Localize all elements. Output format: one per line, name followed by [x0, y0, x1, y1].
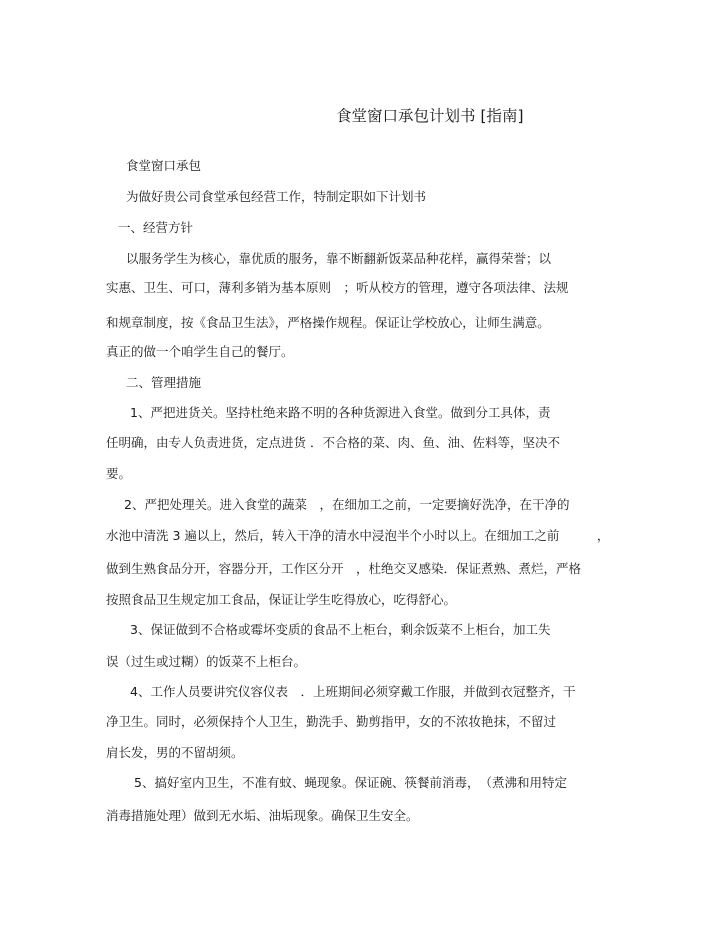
paragraph-line: 水池中清洗 3 遍以上，然后，转入干净的清水中浸泡半个小时以上。在细加工之前 ，: [106, 528, 610, 543]
paragraph-line: 误（过生或过糊）的饭菜不上柜台。: [106, 654, 307, 669]
paragraph-line: 做到生熟食品分开，容器分开，工作区分开 ，杜绝交叉感染．保证煮熟、煮烂，严格: [106, 561, 582, 576]
paragraph-line: 食堂窗口承包: [126, 158, 202, 173]
paragraph-line: 4、工作人员要讲究仪容仪表 ．上班期间必须穿戴工作服，并做到衣冠整齐，干: [130, 684, 576, 699]
paragraph-line: 以服务学生为核心，靠优质的服务，靠不断翻新饭菜品种花样，赢得荣誉；以: [126, 251, 552, 266]
paragraph-line: 2、严把处理关。进入食堂的蔬菜 ，在细加工之前，一定要摘好洗净，在干净的: [124, 497, 570, 512]
paragraph-line: 5、搞好室内卫生，不准有蚊、蝇现象。保证碗、筷餐前消毒， （煮沸和用特定: [134, 775, 567, 790]
paragraph-line: 要。: [106, 466, 132, 481]
paragraph-line: 为做好贵公司食堂承包经营工作，特制定职如下计划书: [126, 189, 427, 204]
paragraph-line: 消毒措施处理）做到无水垢、油垢现象。确保卫生安全。: [106, 808, 419, 823]
paragraph-line: 3、保证做到不合格或霉坏变质的食品不上柜台，剩余饭菜不上柜台，加工失: [130, 622, 551, 637]
paragraph-line: 任明确，由专人负责进货，定点进货 ．不合格的菜、肉、鱼、油、佐料等，坚决不: [106, 435, 560, 450]
paragraph-line: 实惠、卫生、可口，薄利多销为基本原则 ；听从校方的管理，遵守各项法律、法规: [106, 280, 569, 295]
section-heading: 一、经营方针: [118, 220, 194, 235]
paragraph-line: 1、严把进货关。坚持杜绝来路不明的各种货源进入食堂。做到分工具体，责: [130, 405, 551, 420]
document-title: 食堂窗口承包计划书 [指南]: [336, 107, 524, 125]
paragraph-line: 净卫生。同时，必须保持个人卫生，勤洗手、勤剪指甲，女的不浓妆艳抹，不留过: [106, 714, 557, 729]
section-heading: 二、管理措施: [126, 375, 202, 390]
paragraph-line: 真正的做一个咱学生自己的餐厅。: [106, 344, 294, 359]
paragraph-line: 和规章制度，按《食品卫生法》，严格操作规程。保证让学校放心，让师生满意。: [106, 315, 550, 330]
paragraph-line: 肩长发，男的不留胡须。: [106, 745, 244, 760]
paragraph-line: 按照食品卫生规定加工食品，保证让学生吃得放心，吃得舒心。: [106, 592, 457, 607]
